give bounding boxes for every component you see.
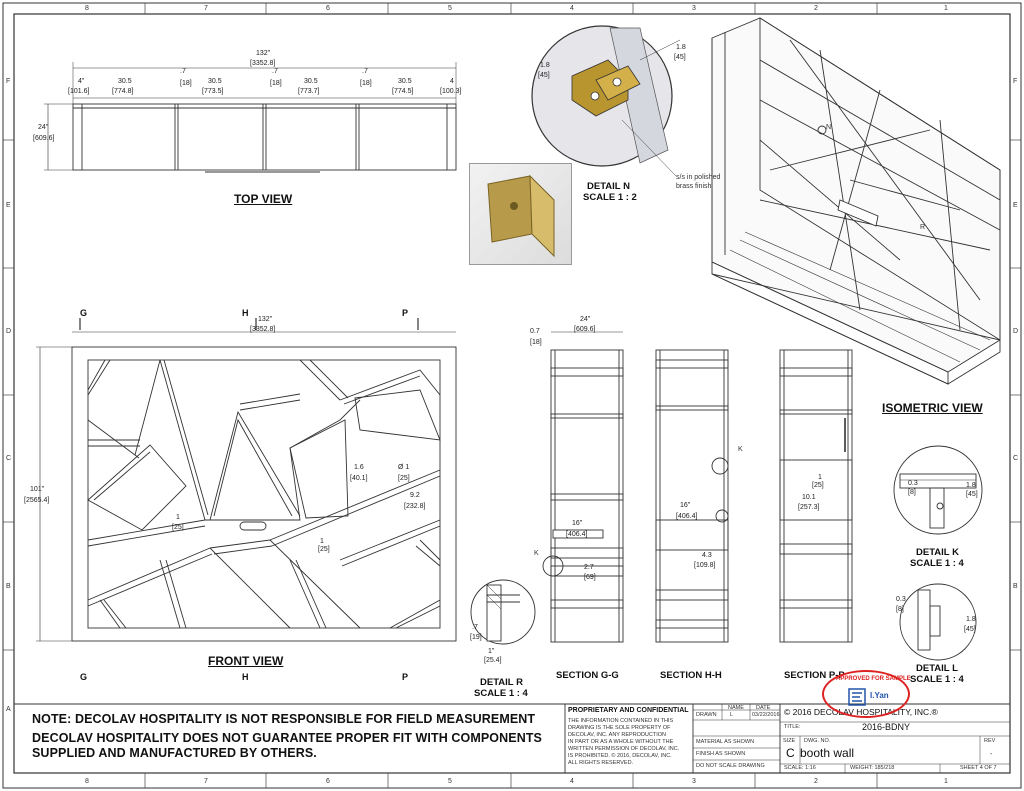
front-dim-1: 1 bbox=[320, 538, 324, 545]
detail-n-dim-mm: [45] bbox=[674, 54, 686, 61]
section-gg-top: 24" bbox=[580, 316, 591, 323]
dwg-no-value: booth wall bbox=[800, 746, 855, 760]
finish-label: FINISH AS SHOWN bbox=[696, 751, 746, 757]
drawn-date: 03/22/2016 bbox=[752, 712, 780, 718]
rev-label: REV bbox=[984, 738, 996, 744]
proprietary-text-2: DRAWING IS THE SOLE PROPERTY OF bbox=[568, 725, 671, 731]
stamp-text: APPROVED FOR SAMPLE bbox=[836, 676, 911, 682]
zone-label-f-right: F bbox=[1013, 78, 1018, 85]
zone-label-c: C bbox=[6, 455, 12, 462]
bracket-photo bbox=[469, 163, 572, 265]
detail-l-scale: SCALE 1 : 4 bbox=[910, 674, 964, 685]
sheet-text: SHEET 4 OF 7 bbox=[960, 765, 997, 771]
front-dim-4: 9.2 bbox=[410, 492, 420, 499]
cut-h-top: H bbox=[242, 308, 249, 318]
note-line-1: NOTE: DECOLAV HOSPITALITY IS NOT RESPONSIBLE FOR FIELD MEASUREMENT bbox=[32, 712, 536, 726]
iso-callout-n: N bbox=[826, 124, 832, 131]
front-dim-2-mm: [40.1] bbox=[350, 475, 368, 482]
section-pp-d1: 1 bbox=[818, 474, 822, 481]
project-name: 2016-BDNY bbox=[862, 722, 911, 732]
zone-label-4: 4 bbox=[570, 5, 574, 12]
detail-n-dim2: 1.8 bbox=[540, 62, 550, 69]
zone-label-1-bottom: 1 bbox=[944, 778, 948, 785]
size-label: SIZE bbox=[783, 738, 796, 744]
section-gg-d1: 16" bbox=[572, 520, 583, 527]
zone-label-d-right: D bbox=[1013, 328, 1019, 335]
detail-l-b-mm: [45] bbox=[964, 626, 976, 633]
front-dim-1-mm: [25] bbox=[318, 546, 330, 553]
front-dim-2: 1.6 bbox=[354, 464, 364, 471]
detail-r-dim2-mm: [25.4] bbox=[484, 657, 502, 664]
approval-stamp bbox=[822, 670, 910, 718]
top-dim-8-mm: [100.3] bbox=[440, 88, 462, 95]
top-view-overall-width: 132" bbox=[256, 50, 271, 57]
sections-drawing bbox=[543, 332, 852, 642]
detail-l-title: DETAIL L bbox=[916, 663, 958, 674]
size-value: C bbox=[786, 746, 795, 760]
detail-r-dim: .7 bbox=[472, 624, 478, 631]
scale-text: SCALE: 1:16 bbox=[784, 765, 816, 771]
front-dim-4-mm: [232.8] bbox=[404, 503, 426, 510]
top-dim-4-mm: [18] bbox=[270, 80, 282, 87]
zone-label-6-bottom: 6 bbox=[326, 778, 330, 785]
stamp-name: I.Yan bbox=[870, 691, 889, 700]
front-dim-0-mm: [25] bbox=[172, 524, 184, 531]
detail-n-dim2-mm: [45] bbox=[538, 72, 550, 79]
detail-k-a-mm: [8] bbox=[908, 489, 916, 496]
section-gg-d2-mm: [69] bbox=[584, 574, 596, 581]
zone-label-6: 6 bbox=[326, 5, 330, 12]
top-dim-4: .7 bbox=[272, 68, 278, 75]
section-pp-title: SECTION P-P bbox=[784, 670, 845, 681]
top-dim-7-mm: [774.5] bbox=[392, 88, 414, 95]
zone-label-e: E bbox=[6, 202, 11, 209]
top-dim-6: .7 bbox=[362, 68, 368, 75]
top-dim-2-mm: [18] bbox=[180, 80, 192, 87]
do-not-scale-label: DO NOT SCALE DRAWING bbox=[696, 763, 765, 769]
weight-text: WEIGHT: 185/218 bbox=[850, 765, 895, 771]
detail-l-b: 1.8 bbox=[966, 616, 976, 623]
top-dim-5: 30.5 bbox=[304, 78, 318, 85]
rev-value: - bbox=[990, 751, 993, 758]
top-dim-5-mm: [773.7] bbox=[298, 88, 320, 95]
section-hh-d2: 4.3 bbox=[702, 552, 712, 559]
zone-label-8-bottom: 8 bbox=[85, 778, 89, 785]
zone-label-7-bottom: 7 bbox=[204, 778, 208, 785]
cut-p-top: P bbox=[402, 308, 409, 318]
zone-label-3: 3 bbox=[692, 5, 696, 12]
top-dim-7: 30.5 bbox=[398, 78, 412, 85]
cut-g-bottom: G bbox=[80, 672, 88, 682]
zone-label-a: A bbox=[6, 706, 11, 713]
brass-bracket-image bbox=[470, 164, 571, 264]
detail-k-b-mm: [45] bbox=[966, 491, 978, 498]
section-gg-d1-mm: [406.4] bbox=[566, 531, 588, 538]
section-gg-side: 0.7 bbox=[530, 328, 540, 335]
top-view-title: TOP VIEW bbox=[234, 192, 293, 206]
proprietary-text-7: ALL RIGHTS RESERVED. bbox=[568, 760, 634, 766]
front-view-height: 101" bbox=[30, 486, 45, 493]
zone-label-5-bottom: 5 bbox=[448, 778, 452, 785]
copyright: © 2016 DECOLAV HOSPITALITY, INC.® bbox=[784, 707, 938, 717]
cut-g-top: G bbox=[80, 308, 88, 318]
note-line-3: SUPPLIED AND MANUFACTURED BY OTHERS. bbox=[32, 746, 317, 760]
top-dim-2: .7 bbox=[180, 68, 186, 75]
proprietary-text-4: IN PART OR AS A WHOLE WITHOUT THE bbox=[568, 739, 674, 745]
detail-k-b: 1.8 bbox=[966, 482, 976, 489]
cut-p-bottom: P bbox=[402, 672, 409, 682]
zone-label-f: F bbox=[6, 78, 11, 85]
section-pp-d2: 10.1 bbox=[802, 494, 816, 501]
top-view-overall-width-mm: [3352.8] bbox=[250, 60, 276, 67]
date-column-header: DATE bbox=[756, 705, 771, 711]
front-view-height-mm: [2565.4] bbox=[24, 497, 50, 504]
proprietary-text-6: IS PROHIBITED. © 2016, DECOLAV, INC. bbox=[568, 753, 672, 759]
detail-n-scale: SCALE 1 : 2 bbox=[583, 192, 637, 203]
zone-label-8: 8 bbox=[85, 5, 89, 12]
material-label: MATERIAL AS SHOWN bbox=[696, 739, 755, 745]
zone-label-5: 5 bbox=[448, 5, 452, 12]
zone-label-2-bottom: 2 bbox=[814, 778, 818, 785]
detail-k-title: DETAIL K bbox=[916, 547, 959, 558]
top-dim-0-mm: [101.6] bbox=[68, 88, 90, 95]
top-dim-6-mm: [18] bbox=[360, 80, 372, 87]
top-view-depth-mm: [609.6] bbox=[33, 135, 55, 142]
section-hh-title: SECTION H-H bbox=[660, 670, 722, 681]
zone-label-e-right: E bbox=[1013, 202, 1018, 209]
proprietary-text-3: DECOLAV, INC. ANY REPRODUCTION bbox=[568, 732, 667, 738]
detail-n-drawing bbox=[532, 26, 680, 176]
detail-n-dim: 1.8 bbox=[676, 44, 686, 51]
zone-label-d: D bbox=[6, 328, 12, 335]
top-dim-3-mm: [773.5] bbox=[202, 88, 224, 95]
section-hh-d1-mm: [406.4] bbox=[676, 513, 698, 520]
top-dim-1-mm: [774.8] bbox=[112, 88, 134, 95]
isometric-title: ISOMETRIC VIEW bbox=[882, 401, 983, 415]
front-view-width: 132" bbox=[258, 316, 273, 323]
front-view-width-mm: [3352.8] bbox=[250, 326, 276, 333]
zone-label-b: B bbox=[6, 583, 11, 590]
section-gg-callout-k: K bbox=[534, 550, 539, 557]
stamp-logo-icon bbox=[848, 688, 866, 706]
top-view-depth: 24" bbox=[38, 124, 49, 131]
drawn-label: DRAWN bbox=[696, 712, 717, 718]
detail-l-a: 0.3 bbox=[896, 596, 906, 603]
section-hh-callout-k: K bbox=[738, 446, 743, 453]
front-view-title: FRONT VIEW bbox=[208, 654, 284, 668]
top-dim-8: 4 bbox=[450, 78, 454, 85]
detail-k-a: 0.3 bbox=[908, 480, 918, 487]
detail-r-scale: SCALE 1 : 4 bbox=[474, 688, 528, 699]
detail-r-title: DETAIL R bbox=[480, 677, 523, 688]
proprietary-text-5: WRITTEN PERMISSION OF DECOLAV, INC. bbox=[568, 746, 680, 752]
section-pp-d2-mm: [257.3] bbox=[798, 504, 820, 511]
top-dim-3: 30.5 bbox=[208, 78, 222, 85]
name-column-header: NAME bbox=[728, 705, 744, 711]
note-line-2: DECOLAV HOSPITALITY DOES NOT GUARANTEE PROPER FIT WITH COMPONENTS bbox=[32, 731, 542, 745]
zone-label-3-bottom: 3 bbox=[692, 778, 696, 785]
section-hh-d2-mm: [109.8] bbox=[694, 562, 716, 569]
cut-h-bottom: H bbox=[242, 672, 249, 682]
zone-label-7: 7 bbox=[204, 5, 208, 12]
detail-r-dim-mm: [19] bbox=[470, 634, 482, 641]
dwg-no-label: DWG. NO. bbox=[804, 738, 831, 744]
section-pp-d1-mm: [25] bbox=[812, 482, 824, 489]
detail-n-note-2: brass finish bbox=[676, 183, 712, 190]
section-gg-d2: 2.7 bbox=[584, 564, 594, 571]
front-view-drawing bbox=[36, 318, 456, 641]
section-gg-title: SECTION G-G bbox=[556, 670, 619, 681]
zone-label-4-bottom: 4 bbox=[570, 778, 574, 785]
zone-label-1: 1 bbox=[944, 5, 948, 12]
front-dim-3: Ø 1 bbox=[398, 464, 410, 471]
detail-r-dim2: 1" bbox=[488, 648, 495, 655]
zone-label-2: 2 bbox=[814, 5, 818, 12]
section-hh-d1: 16" bbox=[680, 502, 691, 509]
zone-label-b-right: B bbox=[1013, 583, 1018, 590]
front-dim-3-mm: [25] bbox=[398, 475, 410, 482]
top-dim-1: 30.5 bbox=[118, 78, 132, 85]
section-gg-side-mm: [18] bbox=[530, 339, 542, 346]
zone-label-c-right: C bbox=[1013, 455, 1019, 462]
detail-n-note-1: s/s in polished bbox=[676, 174, 721, 181]
top-view-drawing bbox=[44, 62, 456, 172]
iso-callout-r: R bbox=[920, 224, 926, 231]
section-gg-top-mm: [609.6] bbox=[574, 326, 596, 333]
front-dim-0: 1 bbox=[176, 514, 180, 521]
detail-k-scale: SCALE 1 : 4 bbox=[910, 558, 964, 569]
detail-l-a-mm: [8] bbox=[896, 606, 904, 613]
isometric-drawing bbox=[712, 18, 1000, 384]
detail-n-title: DETAIL N bbox=[587, 181, 630, 192]
title-label: TITLE: bbox=[784, 724, 801, 730]
proprietary-text-1: THE INFORMATION CONTAINED IN THIS bbox=[568, 718, 674, 724]
drawn-name: L bbox=[730, 712, 734, 718]
top-dim-0: 4" bbox=[78, 78, 85, 85]
proprietary-heading: PROPRIETARY AND CONFIDENTIAL bbox=[568, 707, 689, 714]
